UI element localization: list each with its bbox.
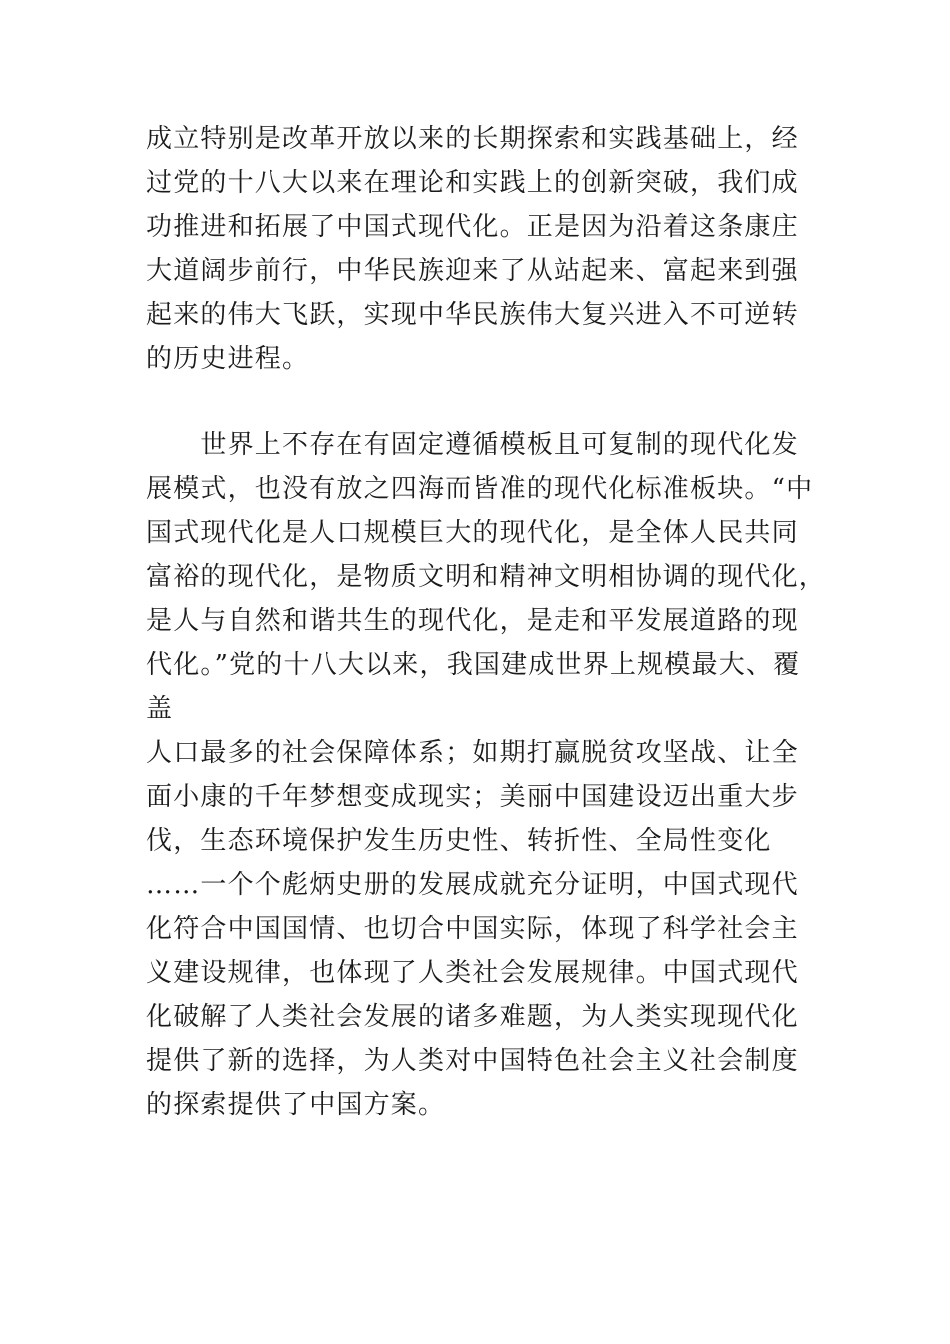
paragraph-2: 世界上不存在有固定遵循模板且可复制的现代化发 展模式，也没有放之四海而皆准的现代化标准板块。“中 国式现代化是人口规模巨大的现代化，是全体人民共同 富裕的现代化，是物质文明和精神文明相协调的现代化， 是人与自然和谐共生的现代化，是走和平发展道路的现 代化。”党的十八大以来，我国建成世界上规模最大、覆盖 人口最多的社会保障体系；如期打赢脱贫攻坚战、让全 面小康的千年梦想变成现实；美丽中国建设迈出重大步 伐，生态环境保护发生历史性、转折性、全局性变化 ……一个个彪炳史册的发展成就充分证明，中国式现代 化符合中国国情、也切合中国实际，体现了科学社会主 义建设规律，也体现了人类社会发展规律。中国式现代 化破解了人类社会发展的诸多难题，为人类实现现代化 提供了新的选择，为人类对中国特色社会主义社会制度 的探索提供了中国方案。 (146, 430, 827, 1120)
paragraph-1: 成立特别是改革开放以来的长期探索和实践基础上，经 过党的十八大以来在理论和实践上的创新突破，我们成 功推进和拓展了中国式现代化。正是因为沿着这条康庄 大道阔步前行，中华民族迎来了从站起来、富起来到强 起来的伟大飞跃，实现中华民族伟大复兴进入不可逆转 的历史进程。 (146, 124, 799, 374)
